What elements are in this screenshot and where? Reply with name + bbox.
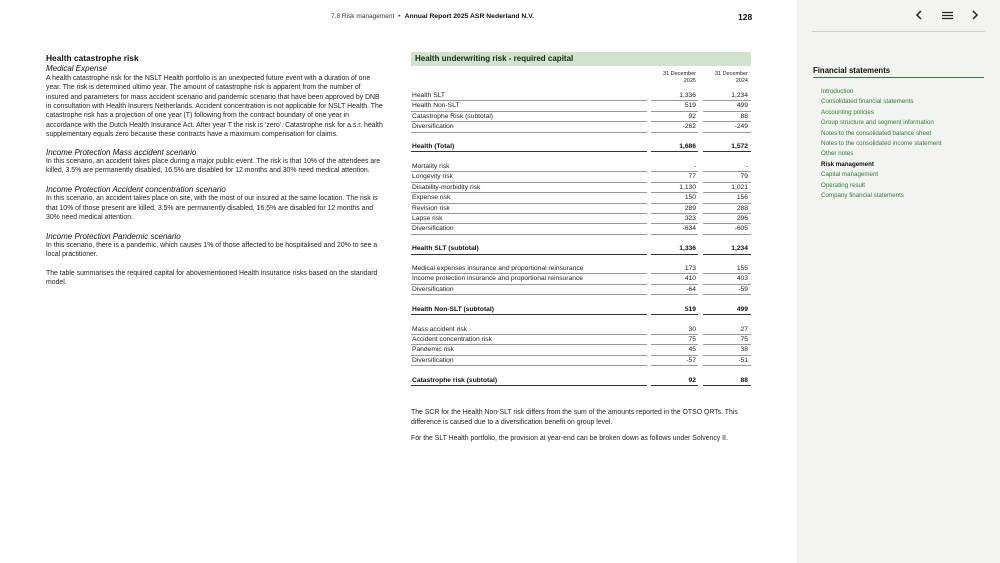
value-2025: -57 bbox=[686, 356, 696, 364]
value-2024: 499 bbox=[736, 305, 748, 313]
table-row bbox=[411, 122, 751, 132]
value-2024: -59 bbox=[738, 285, 748, 293]
value-2025: 45 bbox=[688, 346, 696, 354]
value-2025: 289 bbox=[684, 204, 696, 212]
row-rule bbox=[703, 365, 751, 366]
table-row bbox=[411, 325, 751, 335]
row-rule bbox=[411, 365, 647, 366]
section-label: 7.8 Risk management bbox=[331, 13, 395, 20]
section-subheading: Medical Expense bbox=[46, 64, 107, 74]
value-2024: 156 bbox=[736, 194, 748, 202]
table-row bbox=[411, 264, 751, 274]
row-label: Diversification bbox=[412, 285, 454, 293]
toc-link[interactable]: Capital management bbox=[821, 171, 879, 179]
scenario-text: In this scenario, there is a pandemic, which causes 1% of those affected to be hospitalised and 20% to see a local practitioner. bbox=[46, 241, 378, 259]
toc-link[interactable]: Other notes bbox=[821, 150, 854, 158]
value-2024: -605 bbox=[734, 225, 748, 233]
row-label: Mortality risk bbox=[412, 162, 450, 170]
row-gap bbox=[411, 152, 751, 162]
value-2025: 519 bbox=[684, 102, 696, 110]
row-label: Expense risk bbox=[412, 194, 451, 202]
report-title: Annual Report 2025 ASR Nederland N.V. bbox=[404, 13, 534, 20]
toc-link[interactable]: Group structure and segment information bbox=[821, 119, 934, 127]
value-2025: 1,336 bbox=[679, 92, 696, 99]
table-column-headers bbox=[411, 71, 751, 91]
row-rule bbox=[651, 254, 698, 255]
scenario-block bbox=[46, 148, 384, 176]
value-2025: 519 bbox=[684, 305, 696, 313]
value-2024: -51 bbox=[738, 356, 748, 364]
row-label: Longevity risk bbox=[412, 173, 453, 181]
value-2024: - bbox=[745, 162, 748, 170]
value-2025: 410 bbox=[684, 275, 696, 283]
row-label: Health (Total) bbox=[412, 143, 455, 151]
row-rule bbox=[703, 151, 751, 152]
value-2024: 296 bbox=[736, 214, 748, 222]
value-2024: 1,234 bbox=[731, 92, 748, 99]
row-rule bbox=[703, 254, 751, 255]
closing-paragraph: The table summarises the required capital for abovementioned Health insurance risks based on the standard model. bbox=[46, 269, 378, 287]
table-row bbox=[411, 204, 751, 214]
table-subtotal-row bbox=[411, 244, 751, 254]
sidebar-divider bbox=[812, 31, 985, 32]
row-rule bbox=[703, 132, 751, 133]
value-2024: 1,572 bbox=[731, 143, 748, 151]
value-2025: 1,686 bbox=[679, 143, 696, 151]
row-label: Health Non-SLT bbox=[412, 102, 460, 110]
row-label: Disability-morbidity risk bbox=[412, 183, 481, 191]
table-row bbox=[411, 345, 751, 355]
row-rule bbox=[411, 132, 647, 133]
scenario-list bbox=[46, 148, 384, 260]
toc-link[interactable]: Operating result bbox=[821, 181, 866, 189]
value-2024: 1,234 bbox=[731, 245, 748, 253]
row-label: Health Non-SLT (subtotal) bbox=[412, 305, 494, 313]
toc-link[interactable]: Company financial statements bbox=[821, 192, 904, 200]
table-row bbox=[411, 356, 751, 366]
nav-controls bbox=[912, 8, 982, 22]
row-gap bbox=[411, 255, 751, 265]
value-2024: 403 bbox=[736, 275, 748, 283]
value-2025: 75 bbox=[688, 336, 696, 344]
toc-link[interactable]: Accounting policies bbox=[821, 108, 874, 116]
row-rule bbox=[411, 234, 647, 235]
scenario-text: In this scenario, an accident takes place during a major public event. The risk is that 10% of the attendees are killed, 3.5% are permanently disabled, 16.5% are disabled for 12 months and 30% need medical attention. bbox=[46, 158, 381, 175]
scenario-title: Income Protection Mass accident scenario bbox=[46, 147, 197, 157]
row-gap bbox=[411, 295, 751, 305]
value-2025: 77 bbox=[688, 173, 696, 181]
row-rule bbox=[651, 385, 698, 386]
section-heading: Health catastrophe risk bbox=[46, 53, 139, 63]
row-rule bbox=[411, 294, 647, 295]
toc-link[interactable]: Introduction bbox=[821, 88, 854, 95]
value-2025: 323 bbox=[684, 214, 696, 222]
value-2025: -64 bbox=[686, 285, 696, 293]
text-column bbox=[46, 54, 384, 296]
value-2024: 27 bbox=[740, 325, 748, 333]
menu-button[interactable] bbox=[940, 8, 954, 22]
scenario-block bbox=[46, 232, 384, 260]
row-rule bbox=[651, 314, 698, 315]
scenario-title: Income Protection Pandemic scenario bbox=[46, 231, 181, 241]
value-2024: 88 bbox=[740, 376, 748, 384]
row-rule bbox=[411, 254, 647, 255]
row-rule bbox=[651, 132, 698, 133]
column-header-2024: 31 December 2024 bbox=[714, 71, 748, 84]
table-body bbox=[411, 91, 751, 386]
value-2025: 150 bbox=[684, 194, 696, 202]
row-rule bbox=[411, 385, 647, 386]
next-page-button[interactable] bbox=[968, 8, 982, 22]
table-notes bbox=[411, 408, 751, 451]
table-row bbox=[411, 162, 751, 172]
table-row bbox=[411, 335, 751, 345]
table-row bbox=[411, 101, 751, 111]
running-header bbox=[331, 13, 534, 20]
row-label: Diversification bbox=[412, 356, 454, 364]
value-2025: 92 bbox=[688, 376, 696, 384]
value-2024: 75 bbox=[740, 336, 748, 344]
table-row bbox=[411, 214, 751, 224]
table-of-contents bbox=[821, 87, 941, 201]
row-gap bbox=[411, 133, 751, 143]
value-2025: - bbox=[693, 162, 696, 170]
toc-link[interactable]: Consolidated financial statements bbox=[821, 98, 914, 106]
row-label: Medical expenses insurance and proportional reinsurance bbox=[412, 265, 584, 273]
note-paragraph: For the SLT Health portfolio, the provision at year-end can be broken down as follows under Solvency II. bbox=[411, 435, 728, 443]
row-label: Health SLT (subtotal) bbox=[412, 245, 479, 253]
scenario-block bbox=[46, 185, 384, 223]
page-number: 128 bbox=[738, 12, 753, 22]
table-row bbox=[411, 285, 751, 295]
value-2025: 1,130 bbox=[679, 183, 696, 191]
table-row bbox=[411, 91, 751, 101]
row-rule bbox=[703, 234, 751, 235]
row-label: Pandemic risk bbox=[412, 346, 454, 354]
menu-icon bbox=[942, 11, 953, 20]
row-label: Lapse risk bbox=[412, 214, 443, 222]
value-2024: 38 bbox=[740, 346, 748, 354]
toc-link[interactable]: Notes to the consolidated balance sheet bbox=[821, 129, 932, 137]
required-capital-table bbox=[411, 52, 751, 386]
intro-paragraph: A health catastrophe risk for the NSLT Health portfolio is an unexpected future event with a duration of one year. The risk is determined ultimo year. The amount of catastrophe risk is apparent from the number of insured and parameters for mass accident scenario and pandemic scenario that have been approved by DNB in consultation with Health Insurers Netherlands. Accident concentration is not applicable for NSLT Health. The catastrophe risk has a projection of one year (T) following from the contract boundary of one year in accordance with the Dutch Health Insurance Act. After year T the risk is ‘zero’. Catastrophe risk for a.s.r. health supplementary equals zero because these contracts have a maximum compensation for claims. bbox=[46, 74, 383, 139]
table-title: Health underwriting risk - required capital bbox=[411, 52, 751, 66]
table-row bbox=[411, 224, 751, 234]
value-2024: -249 bbox=[734, 123, 748, 131]
toc-link[interactable]: Risk management bbox=[821, 160, 874, 168]
value-2024: 155 bbox=[736, 265, 748, 273]
value-2025: -634 bbox=[682, 225, 696, 233]
value-2025: 92 bbox=[688, 112, 696, 120]
table-subtotal-row bbox=[411, 376, 751, 386]
row-gap bbox=[411, 315, 751, 325]
value-2024: 499 bbox=[736, 102, 748, 110]
row-gap bbox=[411, 366, 751, 376]
column-header-2025: 31 December 2025 bbox=[662, 71, 696, 84]
row-rule bbox=[703, 385, 751, 386]
row-rule bbox=[411, 151, 647, 152]
row-label: Diversification bbox=[412, 225, 454, 233]
scenario-text: In this scenario, an accident takes place on site, with the most of our insured at the same location. The risk is that 10% of those present are killed, 3.5% are permanently disabled, 16.5% are disabled for 12 months and 30% need medical attention. bbox=[46, 195, 378, 222]
value-2025: 30 bbox=[688, 325, 696, 333]
row-rule bbox=[651, 294, 698, 295]
value-2024: 88 bbox=[740, 112, 748, 120]
row-rule bbox=[411, 314, 647, 315]
row-label: Mass accident risk bbox=[412, 325, 468, 333]
row-rule bbox=[703, 294, 751, 295]
value-2025: -262 bbox=[682, 123, 696, 131]
table-subtotal-row bbox=[411, 142, 751, 152]
sidebar-heading: Financial statements bbox=[813, 66, 984, 78]
table-row bbox=[411, 172, 751, 182]
row-label: Revision risk bbox=[412, 204, 450, 212]
row-rule bbox=[651, 234, 698, 235]
note-paragraph: The SCR for the Health Non-SLT risk differs from the sum of the amounts reported in the OTSO QRTs. This difference is caused due to a diversification benefit on group level. bbox=[411, 409, 738, 426]
row-label: Income protection insurance and proportional reinsurance bbox=[412, 275, 584, 283]
toc-link[interactable]: Notes to the consolidated income statement bbox=[821, 140, 942, 148]
previous-page-button[interactable] bbox=[912, 8, 926, 22]
table-row bbox=[411, 112, 751, 122]
value-2024: 79 bbox=[740, 173, 748, 181]
scenario-title: Income Protection Accident concentration scenario bbox=[46, 184, 226, 194]
value-2024: 288 bbox=[736, 204, 748, 212]
table-row bbox=[411, 193, 751, 203]
chevron-right-icon bbox=[971, 10, 979, 20]
header-separator: • bbox=[398, 13, 401, 20]
row-label: Catastrophe Risk (subtotal) bbox=[412, 112, 494, 120]
row-label: Health SLT bbox=[412, 92, 445, 99]
row-rule bbox=[703, 314, 751, 315]
value-2024: 1,021 bbox=[731, 183, 748, 191]
value-2025: 1,336 bbox=[679, 245, 696, 253]
table-row bbox=[411, 274, 751, 284]
table-subtotal-row bbox=[411, 305, 751, 315]
value-2025: 173 bbox=[684, 265, 696, 273]
row-rule bbox=[651, 151, 698, 152]
row-gap bbox=[411, 235, 751, 245]
table-row bbox=[411, 183, 751, 193]
row-label: Catastrophe risk (subtotal) bbox=[412, 376, 498, 384]
row-label: Accident concentration risk bbox=[412, 336, 492, 344]
row-label: Diversification bbox=[412, 123, 454, 131]
row-rule bbox=[651, 365, 698, 366]
navigation-sidebar bbox=[797, 0, 1000, 563]
chevron-left-icon bbox=[915, 10, 923, 20]
